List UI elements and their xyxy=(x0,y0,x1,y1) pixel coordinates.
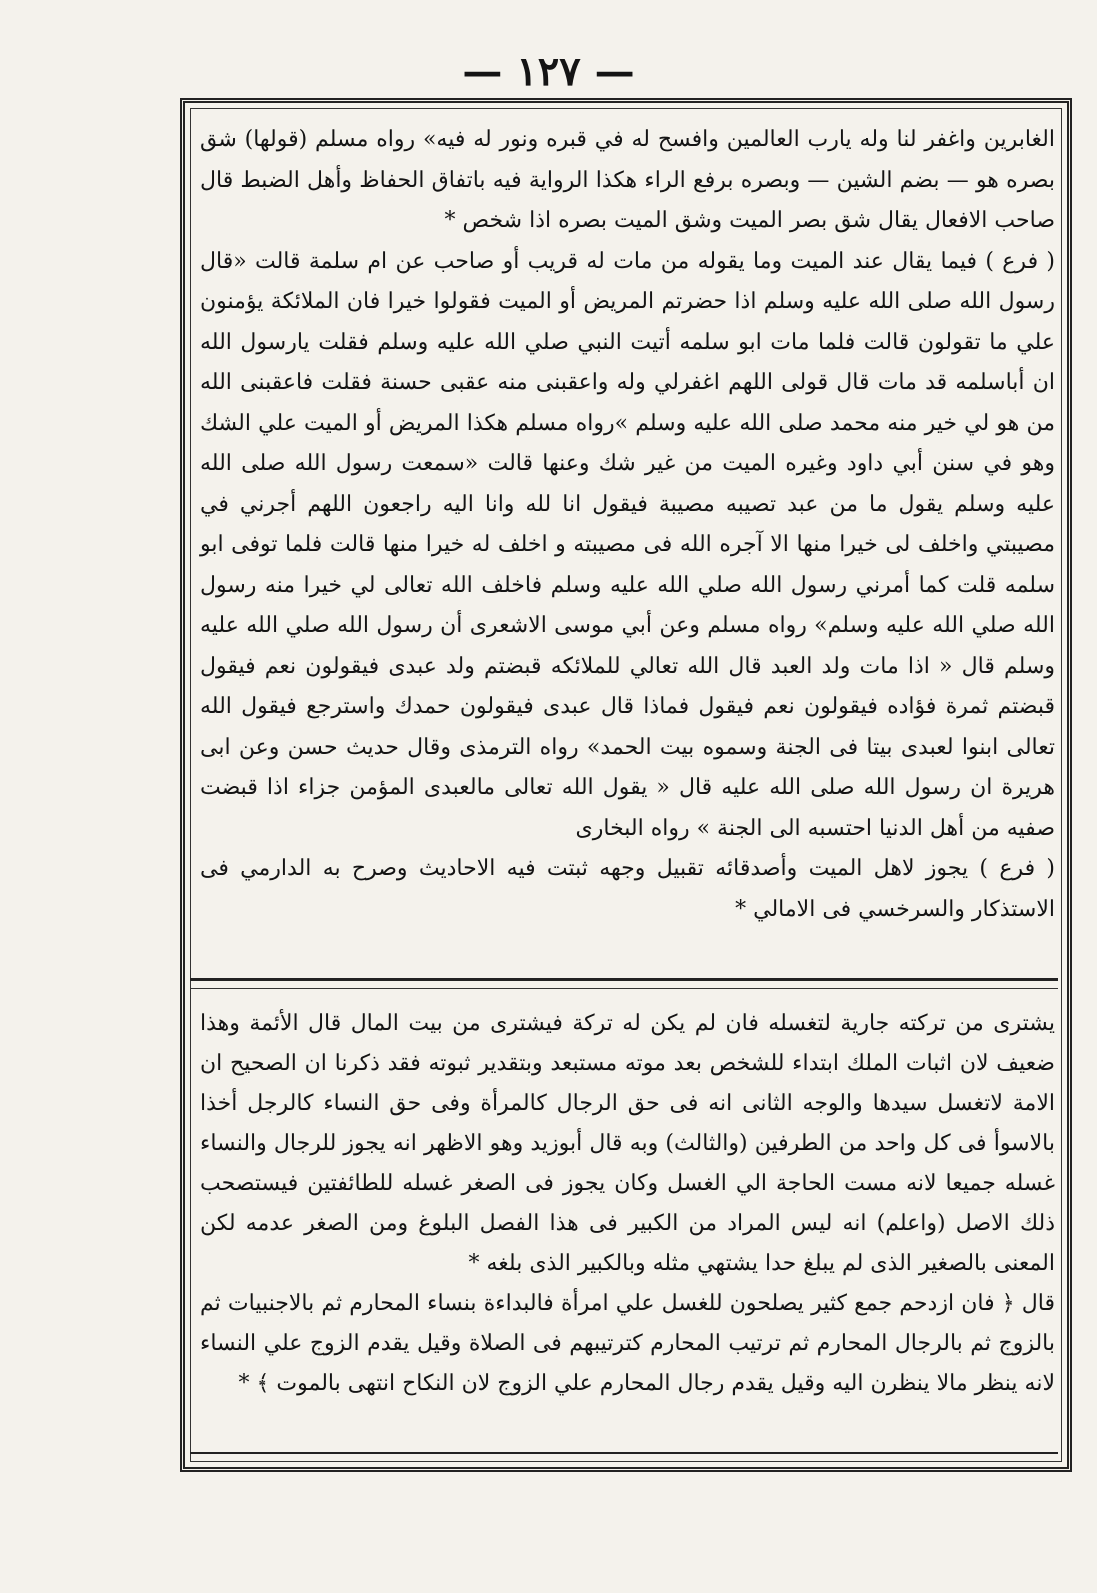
main-paragraph-3: ( فرع ) يجوز لاهل الميت وأصدقائه تقبيل وجهه ثبتت فيه الاحاديث وصرح به الدارمي فى الاستذكار والسرخسي فى الامالي * xyxy=(200,856,1055,922)
main-paragraph-2: ( فرع ) فيما يقال عند الميت وما يقوله من مات له قريب أو صاحب عن ام سلمة قالت «قال رسول الله صلى الله عليه وسلم اذا حضرتم المريض أو الميت فقولوا خيرا فان الملائكة يؤمنون علي ما تقولون قالت فلما مات ابو سلمه أتيت النبي صلي الله عليه وسلم فقلت يارسول الله ان أباسلمه قد مات قال قولى اللهم اغفرلي وله واعقبنى منه عقبى حسنة فقلت فاعقبنى الله من هو لي خير منه محمد صلى الله عليه وسلم »رواه مسلم هكذا المريض أو الميت علي الشك وهو في سنن أبي داود وغيره الميت من غير شك وعنها قالت «سمعت رسول الله صلى الله عليه وسلم يقول ما من عبد تصيبه مصيبة فيقول انا لله وانا اليه راجعون اللهم أجرني في مصيبتي واخلف لى خيرا منها الا آجره الله فى مصيبته و اخلف له خيرا منها قالت فلما توفى ابو سلمه قلت كما أمرني رسول الله صلي الله عليه وسلم فاخلف الله تعالى لي خيرا منه رسول الله صلي الله عليه وسلم» رواه مسلم وعن أبي موسى الاشعرى أن رسول الله صلي الله عليه وسلم قال « اذا مات ولد العبد قال الله تعالي للملائكه قبضتم ولد عبدى فيقولون نعم فيقول قبضتم ثمرة فؤاده فيقولون نعم فيقول فماذا قال عبدى فيقولون حمدك واسترجع فيقول الله تعالى ابنوا لعبدى بيتا فى الجنة وسموه بيت الحمد» رواه الترمذى وقال حديث حسن وعن ابى هريرة ان رسول الله صلى الله عليه قال « يقول الله تعالى مالعبدى المؤمن جزاء اذا قبضت صفيه من أهل الدنيا احتسبه الى الجنة » رواه البخارى xyxy=(200,248,1055,841)
notes-paragraph-2: قال ﴿ فان ازدحم جمع كثير يصلحون للغسل علي امرأة فالبداءة بنساء المحارم ثم بالاجنبيات ثم بالزوج ثم بالرجال المحارم ثم ترتيب المحارم كترتيبهم فى الصلاة وقيل يقدم الزوج علي النساء لانه ينظر مالا ينظرن اليه وقيل يقدم رجال المحارم علي الزوج لان النكاح انتهى بالموت ﴾ * xyxy=(200,1291,1055,1396)
section-divider-thin xyxy=(190,988,1058,989)
notes-paragraph-1: يشترى من تركته جارية لتغسله فان لم يكن له تركة فيشترى من بيت المال قال الأئمة وهذا ضعيف لان اثبات الملك ابتداء للشخص بعد موته مستبعد وبتقدير ثبوته فقد ذكرنا ان الصحيح ان الامة لاتغسل سيدها والوجه الثانى انه فى حق الرجال كالمرأة وفى حق النساء كالرجل أخذا بالاسوأ فى كل واحد من الطرفين (والثالث) وبه قال أبوزيد وهو الاظهر انه يجوز للرجال والنساء غسله جميعا لانه مست الحاجة الي الغسل وكان يجوز فى الصغر غسله للطائفتين فيستصحب ذلك الاصل (واعلم) انه ليس المراد من الكبير فى هذا الفصل البلوغ ومن الصغر عدمه لكن المعنى بالصغير الذى لم يبلغ حدا يشتهي مثله وبالكبير الذى بلغه * xyxy=(200,1011,1055,1276)
page-number: — ١٢٧ — xyxy=(462,48,635,95)
section-divider xyxy=(190,978,1058,981)
bottom-rule xyxy=(190,1452,1058,1454)
main-paragraph-1: الغابرين واغفر لنا وله يارب العالمين وافسح له في قبره ونور له فيه» رواه مسلم (قولها) شق بصره هو — بضم الشين — وبصره برفع الراء هكذا الرواية فيه باتفاق الحفاظ وأهل الضبط قال صاحب الافعال يقال شق بصر الميت وشق الميت بصره اذا شخص * xyxy=(200,127,1055,233)
main-text xyxy=(200,120,1055,930)
notes-text xyxy=(200,1004,1055,1404)
